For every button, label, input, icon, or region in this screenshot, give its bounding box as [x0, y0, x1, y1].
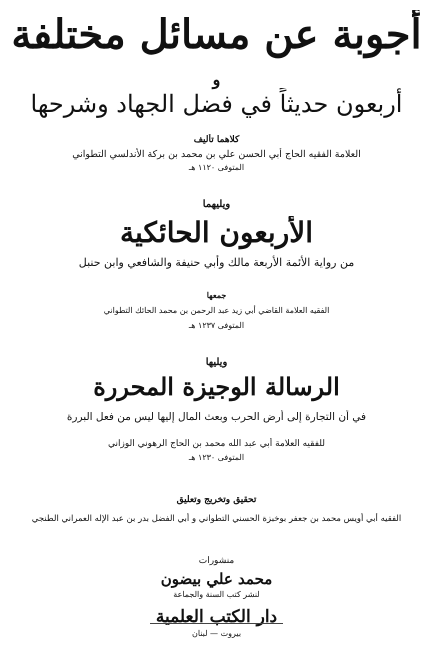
- author-1-death: المتوفى ١١٢٠ هـ: [188, 163, 245, 172]
- third-title: الأربعون الحائكية: [120, 216, 313, 249]
- author-2-name: الفقيه العلامة القاضي أبي زيد عبد الرحمن بن محمد الحائك التطواني: [103, 306, 330, 315]
- followed-by-label-1: ويليهما: [202, 199, 231, 210]
- conjunction-waw: و: [212, 70, 221, 89]
- publisher-place: بيروت — لبنان: [191, 629, 242, 638]
- fourth-title: الرسالة الوجيزة المحررة: [93, 372, 340, 401]
- author-3-death: المتوفى ١٢٣٠ هـ: [188, 453, 245, 462]
- editing-label: تحقيق وتخريج وتعليق: [176, 495, 257, 505]
- author-2-death: المتوفى ١٢٣٧ هـ: [188, 321, 245, 330]
- publisher-divider: [150, 623, 283, 624]
- editors-names: الفقيه أبي أويس محمد بن جعفر بوخبزة الحسني التطواني و أبي الفضل بدر بن عبد الإله العمراني الطنجي: [31, 514, 402, 524]
- publishing-house: دار الكتب العلمية: [155, 607, 278, 627]
- followed-by-label-2: ويليها: [205, 357, 228, 368]
- main-title: أجوبة عن مسائل مختلفة: [11, 11, 422, 58]
- second-title: أربعون حديثاً في فضل الجهاد وشرحها: [30, 90, 403, 118]
- author-3-name: للفقيه العلامة أبي عبد الله محمد بن الحاج الرهوني الوزاني: [108, 439, 325, 449]
- author-1-name: العلامة الفقيه الحاج أبي الحسن علي بن محمد بن بركة الأندلسي التطواني: [72, 149, 361, 160]
- publisher-name: محمد علي بيضون: [160, 570, 273, 588]
- third-title-subtitle: من رواية الأئمة الأربعة مالك وأبي حنيفة والشافعي وابن حنبل: [78, 256, 355, 269]
- compiled-by-label: جمعها: [206, 290, 227, 300]
- publisher-tagline: لنشر كتب السنة والجماعة: [173, 590, 260, 599]
- fourth-title-subtitle: في أن التجارة إلى أرض الحرب وبعث المال إليها ليس من فعل البررة: [66, 411, 367, 423]
- authorship-label: كلاهما تأليف: [193, 135, 240, 145]
- publications-label: منشورات: [198, 556, 235, 566]
